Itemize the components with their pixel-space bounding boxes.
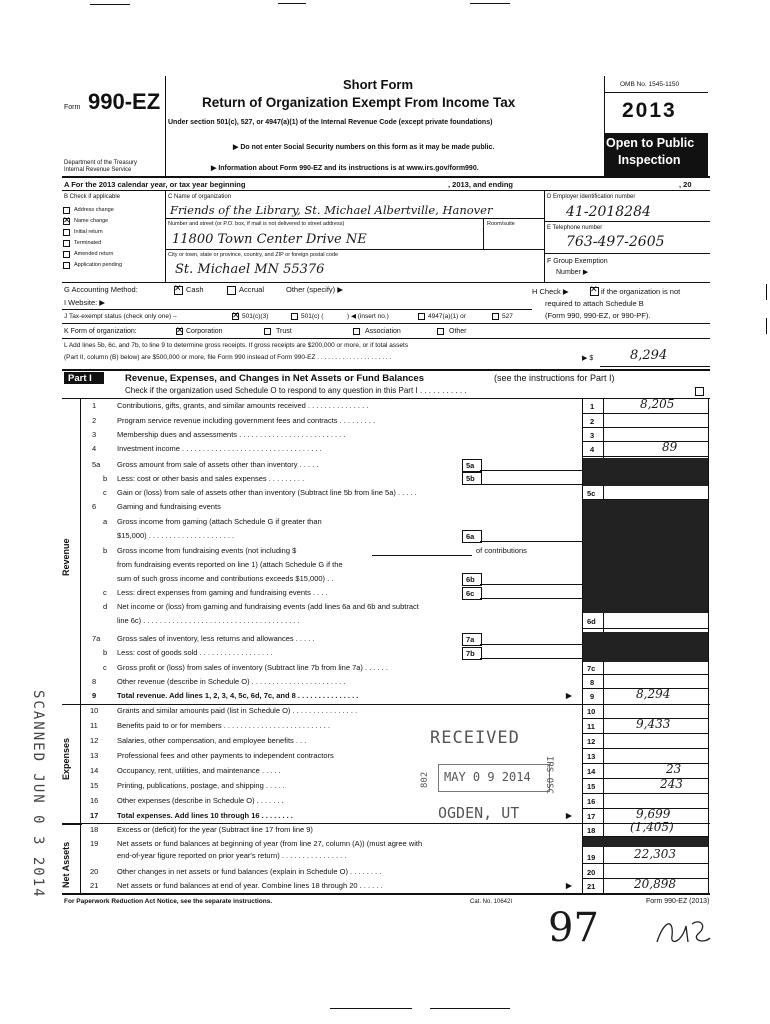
corporation-checkbox[interactable] bbox=[176, 328, 183, 335]
rule-j bbox=[62, 323, 710, 324]
handwritten-page-number: 97 bbox=[548, 905, 599, 951]
side-label-divider bbox=[80, 398, 81, 893]
stamp-code-left: 802 bbox=[420, 771, 430, 788]
group-exemption-number[interactable]: Number ▶ bbox=[556, 269, 589, 276]
street-value[interactable]: 11800 Town Center Drive NE bbox=[172, 232, 367, 247]
status-501c-checkbox[interactable] bbox=[291, 313, 298, 320]
line-21-arrow: ▶ bbox=[566, 881, 572, 890]
website-label: I Website: ▶ bbox=[64, 298, 106, 307]
line-3-box: 3 bbox=[590, 431, 595, 440]
rule-part1-heading bbox=[62, 398, 710, 399]
divider-c-d bbox=[544, 190, 545, 282]
row-rule bbox=[582, 836, 708, 837]
header-divider-left bbox=[165, 76, 166, 176]
line-2-text: Program service revenue including government fees and contracts . . . . . . . . . bbox=[117, 416, 376, 425]
terminated-label: Terminated bbox=[74, 240, 102, 246]
line-8-box: 8 bbox=[590, 678, 595, 687]
rule-c1 bbox=[165, 218, 544, 219]
rule-part1-top bbox=[62, 369, 710, 371]
irs-line: Internal Revenue Service bbox=[64, 167, 132, 173]
telephone-value[interactable]: 763-497-2605 bbox=[566, 234, 665, 250]
inner-rule bbox=[480, 658, 582, 659]
line-4-box: 4 bbox=[590, 445, 595, 454]
line-14-text: Occupancy, rent, utilities, and maintenance . . . . . bbox=[117, 766, 281, 775]
line-15-value[interactable]: 243 bbox=[660, 777, 683, 791]
row-rule bbox=[582, 441, 708, 442]
expenses-netassets-divider bbox=[62, 824, 82, 825]
status-501c-label: 501(c) ( bbox=[301, 313, 324, 320]
tax-exempt-status-label: J Tax-exempt status (check only one) – bbox=[64, 313, 177, 320]
address-change-label: Address change bbox=[74, 207, 114, 213]
line-6d-num: d bbox=[103, 602, 108, 611]
line-5a-box: 5a bbox=[466, 461, 475, 470]
line-13-num: 13 bbox=[90, 751, 99, 760]
line-6b-text1: Gross income from fundraising events (not including $ bbox=[117, 546, 297, 555]
line-12-box: 12 bbox=[587, 737, 596, 746]
line-5b-box: 5b bbox=[466, 474, 475, 483]
application-pending-checkbox[interactable] bbox=[63, 262, 70, 269]
cash-label: Cash bbox=[186, 285, 204, 294]
form-of-org-label: K Form of organization: bbox=[64, 328, 137, 335]
schedule-o-check-line: Check if the organization used Schedule O to respond to any question in this Part I . . . . . . . . . . . bbox=[125, 386, 467, 395]
line-20-num: 20 bbox=[90, 867, 99, 876]
line-7a-box: 7a bbox=[466, 635, 475, 644]
line-6a-box: 6a bbox=[466, 532, 475, 541]
line-2-num: 2 bbox=[92, 416, 97, 425]
catalog-number: Cat. No. 10642I bbox=[470, 899, 513, 905]
line-7a-text: Gross sales of inventory, less returns and allowances . . . . . bbox=[117, 634, 315, 643]
rule-a bbox=[62, 190, 710, 191]
line-6a-num: a bbox=[103, 517, 108, 526]
line-8-num: 8 bbox=[92, 677, 97, 686]
line-17-box: 17 bbox=[587, 812, 596, 821]
shaded-cell-19 bbox=[583, 836, 708, 847]
form-number: 990-EZ bbox=[88, 89, 161, 114]
status-4947-checkbox[interactable] bbox=[418, 313, 425, 320]
line-9-text: Total revenue. Add lines 1, 2, 3, 4, 5c, 6d, 7c, and 8 . . . . . . . . . . . . . . . bbox=[117, 691, 359, 700]
row-rule bbox=[582, 863, 708, 864]
revenue-bottom-rule bbox=[62, 704, 710, 705]
line-5b-text: Less: cost or other basis and sales expenses . . . . . . . . . bbox=[117, 474, 305, 483]
status-501c3-checkbox[interactable] bbox=[232, 313, 239, 320]
line-6b-tail: of contributions bbox=[476, 546, 527, 555]
initial-return-label: Initial return bbox=[74, 229, 103, 235]
line-10-num: 10 bbox=[90, 706, 99, 715]
line-l-text2: (Part II, column (B) below) are $500,000 or more, file Form 990 instead of Form 990-EZ . . . . . . . . . . . . . . . . . . . . . bbox=[64, 354, 392, 361]
row-rule bbox=[582, 499, 708, 500]
scan-artifact-line bbox=[470, 3, 510, 4]
gross-receipts-underline bbox=[600, 366, 710, 367]
accrual-checkbox[interactable] bbox=[227, 286, 236, 295]
line-9-value[interactable]: 8,294 bbox=[636, 687, 671, 701]
city-value[interactable]: St. Michael MN 55376 bbox=[175, 262, 325, 277]
accrual-label: Accrual bbox=[239, 285, 265, 294]
stamp-date: MAY 0 9 2014 bbox=[444, 770, 531, 784]
line-5c-num: c bbox=[103, 488, 107, 497]
line-h-text2: required to attach Schedule B bbox=[545, 299, 644, 308]
open-to-public: Open to Public bbox=[606, 136, 695, 150]
line-7b-text: Less: cost of goods sold . . . . . . . . . . . . . . . . . . bbox=[117, 648, 273, 657]
line-19-text1: Net assets or fund balances at beginning of year (from line 27, column (A)) (must agree with bbox=[117, 839, 423, 848]
line-6c-box: 6c bbox=[466, 589, 475, 598]
name-change-checkbox[interactable] bbox=[63, 218, 70, 225]
expenses-side-label: Expenses bbox=[61, 737, 71, 780]
scan-artifact-line bbox=[330, 1008, 412, 1009]
part1-bottom-rule bbox=[62, 893, 710, 895]
line-6-num: 6 bbox=[92, 502, 97, 511]
row-rule bbox=[582, 763, 708, 764]
corporation-label: Corporation bbox=[186, 328, 223, 335]
line-16-num: 16 bbox=[90, 796, 99, 805]
row-rule bbox=[582, 628, 708, 629]
shaded-cell-6-6c bbox=[583, 499, 708, 613]
shaded-cell-5a-6c bbox=[583, 458, 708, 486]
other-org-label: Other bbox=[449, 328, 467, 335]
line-l-arrow: ▶ $ bbox=[582, 355, 594, 362]
line-2-box: 2 bbox=[590, 417, 595, 426]
line-14-value[interactable]: 23 bbox=[666, 762, 682, 776]
short-form-label: Short Form bbox=[343, 77, 414, 92]
inner-rule bbox=[480, 584, 582, 585]
status-527-checkbox[interactable] bbox=[492, 313, 499, 320]
status-4947-label: 4947(a)(1) or bbox=[428, 313, 466, 320]
scan-artifact-mark bbox=[766, 284, 767, 300]
inner-rule bbox=[480, 470, 582, 471]
line-5a-num: 5a bbox=[92, 460, 101, 469]
line-1-text: Contributions, gifts, grants, and similar amounts received . . . . . . . . . . . . . . . bbox=[117, 401, 369, 410]
line-12-text: Salaries, other compensation, and employee benefits . . . bbox=[117, 736, 307, 745]
row-rule bbox=[582, 748, 708, 749]
line-6d-text2: line 6c) . . . . . . . . . . . . . . . . . . . . . . . . . . . . . . . . . . . . . . bbox=[117, 616, 300, 625]
stamp-code-right: IRS-OSC bbox=[544, 756, 554, 794]
line-6b-box: 6b bbox=[466, 575, 475, 584]
value-col-right bbox=[708, 398, 709, 893]
line-17-arrow: ▶ bbox=[566, 811, 572, 820]
line-7a-num: 7a bbox=[92, 634, 101, 643]
stamp-received: RECEIVED bbox=[430, 728, 520, 748]
line-9-num: 9 bbox=[92, 691, 97, 700]
amended-return-checkbox[interactable] bbox=[63, 251, 70, 258]
line-11-box: 11 bbox=[587, 722, 595, 731]
under-section: Under section 501(c), 527, or 4947(a)(1) of the Internal Revenue Code (except private foundations) bbox=[168, 119, 493, 126]
line-4-value[interactable]: 89 bbox=[662, 440, 678, 454]
line-8-text: Other revenue (describe in Schedule O) . . . . . . . . . . . . . . . . . . . . . . . bbox=[117, 677, 346, 686]
handwritten-initials-scribble bbox=[652, 912, 712, 952]
street-label: Number and street (or P.O. box, if mail is not delivered to street address) bbox=[168, 221, 345, 227]
part1-title-rest: (see the instructions for Part I) bbox=[494, 373, 615, 383]
line-10-box: 10 bbox=[587, 707, 596, 716]
paperwork-notice: For Paperwork Reduction Act Notice, see the separate instructions. bbox=[64, 898, 273, 905]
line-5a-text: Gross amount from sale of assets other than inventory . . . . . bbox=[117, 460, 319, 469]
line-7c-box: 7c bbox=[587, 664, 596, 673]
line-13-text: Professional fees and other payments to independent contractors bbox=[117, 751, 334, 760]
line-18-num: 18 bbox=[90, 825, 99, 834]
line-19-box: 19 bbox=[587, 853, 596, 862]
line-15-box: 15 bbox=[587, 782, 596, 791]
contributions-underline bbox=[372, 555, 472, 556]
ein-value[interactable]: 41-2018284 bbox=[566, 204, 651, 220]
line-4-num: 4 bbox=[92, 444, 97, 453]
line-a-end: , 20 bbox=[679, 180, 692, 189]
line-20-box: 20 bbox=[587, 868, 596, 877]
line-6c-num: c bbox=[103, 588, 107, 597]
stamp-city: OGDEN, UT bbox=[438, 804, 520, 822]
terminated-checkbox[interactable] bbox=[63, 240, 70, 247]
room-divider bbox=[483, 218, 484, 249]
application-pending-label: Application pending bbox=[74, 262, 123, 268]
trust-checkbox[interactable] bbox=[264, 328, 271, 335]
other-org-checkbox[interactable] bbox=[437, 328, 444, 335]
line-21-text: Net assets or fund balances at end of year. Combine lines 18 through 20 . . . . . . bbox=[117, 881, 383, 890]
inner-rule bbox=[480, 598, 582, 599]
line-10-text: Grants and similar amounts paid (list in Schedule O) . . . . . . . . . . . . . . . . bbox=[117, 706, 358, 715]
rule-k bbox=[62, 338, 710, 339]
inner-rule bbox=[480, 484, 582, 485]
row-rule bbox=[582, 674, 708, 675]
status-527-label: 527 bbox=[502, 313, 513, 320]
line-11-num: 11 bbox=[90, 721, 98, 730]
line-9-box: 9 bbox=[590, 692, 595, 701]
schedule-o-checkbox[interactable] bbox=[695, 387, 704, 396]
line-21-value[interactable]: 20,898 bbox=[634, 877, 676, 891]
cash-checkbox[interactable] bbox=[174, 286, 183, 295]
accounting-method-label: G Accounting Method: bbox=[64, 285, 138, 294]
line-19-value[interactable]: 22,303 bbox=[634, 847, 676, 861]
name-change-label: Name change bbox=[74, 218, 109, 224]
line-18-box: 18 bbox=[587, 826, 596, 835]
part1-title: Revenue, Expenses, and Changes in Net Assets or Fund Balances bbox=[125, 373, 424, 384]
line-14-box: 14 bbox=[587, 767, 596, 776]
row-rule bbox=[582, 427, 708, 428]
schedule-b-checkbox[interactable] bbox=[590, 287, 599, 296]
rule-i bbox=[62, 309, 532, 310]
line-9-arrow: ▶ bbox=[566, 691, 572, 700]
line-17-num: 17 bbox=[90, 811, 99, 820]
line-18-text: Excess or (deficit) for the year (Subtract line 17 from line 9) bbox=[117, 825, 313, 834]
line-19-text2: end-of-year figure reported on prior year's return) . . . . . . . . . . . . . . . . bbox=[117, 851, 347, 860]
line-5c-box: 5c bbox=[587, 489, 596, 498]
line-l-text1: L Add lines 5b, 6c, and 7b, to line 9 to determine gross receipts. If gross receipts are $200,000 or more, or if total assets bbox=[64, 342, 409, 349]
row-rule bbox=[582, 793, 708, 794]
line-19-num: 19 bbox=[90, 839, 99, 848]
line-1-box: 1 bbox=[590, 402, 595, 411]
status-501c3-label: 501(c)(3) bbox=[242, 313, 269, 320]
line-a-mid: , 2013, and ending bbox=[448, 180, 514, 189]
inspection: Inspection bbox=[618, 153, 681, 167]
tax-year: 2013 bbox=[622, 99, 677, 122]
row-rule bbox=[582, 733, 708, 734]
status-insert-no-label: ) ◀ (insert no.) bbox=[347, 313, 389, 320]
shaded-cell-7a-7b bbox=[583, 632, 708, 662]
line-h-text1: if the organization is not bbox=[601, 287, 681, 296]
org-name-label: C Name of organization bbox=[168, 194, 232, 200]
line-11-text: Benefits paid to or for members . . . . . . . . . . . . . . . . . . . . . . . . . . bbox=[117, 721, 330, 730]
ein-label: D Employer identification number bbox=[547, 194, 636, 200]
scan-artifact-mark bbox=[766, 318, 767, 334]
omb-number: OMB No. 1545-1150 bbox=[620, 81, 680, 88]
line-7c-text: Gross profit or (loss) from sales of inventory (Subtract line 7b from line 7a) . . . . . . bbox=[117, 663, 388, 672]
line-6b-num: b bbox=[103, 546, 108, 555]
line-a-label: A For the 2013 calendar year, or tax year beginning bbox=[64, 180, 246, 189]
scan-artifact-line bbox=[430, 1008, 510, 1009]
line-6c-text: Less: direct expenses from gaming and fundraising events . . . . bbox=[117, 588, 328, 597]
address-change-checkbox[interactable] bbox=[63, 207, 70, 214]
line-21-box: 21 bbox=[587, 882, 596, 891]
line-15-text: Printing, publications, postage, and shipping . . . . . bbox=[117, 781, 285, 790]
city-label: City or town, state or province, country, and ZIP or foreign postal code bbox=[168, 252, 339, 258]
inner-rule bbox=[480, 541, 582, 542]
line-3-num: 3 bbox=[92, 430, 97, 439]
row-rule bbox=[582, 456, 708, 457]
line-17-text: Total expenses. Add lines 10 through 16 . . . . . . . . bbox=[117, 811, 293, 820]
rule-d1 bbox=[544, 221, 710, 222]
info-notice: ▶ Information about Form 990-EZ and its instructions is at www.irs.gov/form990. bbox=[211, 165, 479, 172]
expenses-bottom-rule bbox=[62, 823, 710, 824]
row-rule bbox=[582, 413, 708, 414]
line-h-text3: (Form 990, 990-EZ, or 990-PF). bbox=[545, 311, 651, 320]
line-7c-num: c bbox=[103, 663, 107, 672]
line-6d-text1: Net income or (loss) from gaming and fundraising events (add lines 6a and 6b and subtract bbox=[117, 602, 419, 611]
association-label: Association bbox=[365, 328, 401, 335]
line-7b-box: 7b bbox=[466, 649, 475, 658]
line-18-value[interactable]: (1,405) bbox=[630, 820, 674, 834]
line-6-text: Gaming and fundraising events bbox=[117, 502, 221, 511]
line-14-num: 14 bbox=[90, 766, 99, 775]
line-11-value[interactable]: 9,433 bbox=[636, 717, 671, 731]
line-4-text: Investment income . . . . . . . . . . . . . . . . . . . . . . . . . . . . . . . . . . bbox=[117, 444, 322, 453]
inner-rule bbox=[480, 644, 582, 645]
group-exemption-label: F Group Exemption bbox=[547, 258, 608, 265]
line-12-num: 12 bbox=[90, 736, 99, 745]
ssn-notice: ▶ Do not enter Social Security numbers on this form as it may be made public. bbox=[233, 144, 495, 151]
association-checkbox[interactable] bbox=[353, 328, 360, 335]
room-suite-label: Room/suite bbox=[487, 221, 515, 227]
rule-c2 bbox=[165, 249, 544, 250]
line-1-num: 1 bbox=[92, 401, 97, 410]
line-13-box: 13 bbox=[587, 752, 596, 761]
divider-b-c bbox=[165, 190, 166, 282]
line-16-text: Other expenses (describe in Schedule O) . . . . . . . bbox=[117, 796, 284, 805]
amended-return-label: Amended return bbox=[74, 251, 114, 257]
section-b-label: B Check if applicable bbox=[64, 194, 121, 200]
header-bottom-rule bbox=[62, 176, 710, 178]
line-5c-text: Gain or (loss) from sale of assets other than inventory (Subtract line 5b from line 5a) . . . . . bbox=[117, 488, 417, 497]
received-stamp bbox=[416, 728, 576, 828]
rule-d2 bbox=[544, 253, 710, 254]
scan-artifact-line bbox=[278, 3, 306, 4]
net-assets-side-label: Net Assets bbox=[61, 841, 71, 888]
line-h-label: H Check ▶ bbox=[532, 287, 569, 296]
initial-return-checkbox[interactable] bbox=[63, 229, 70, 236]
line-17-value[interactable]: 9,699 bbox=[636, 807, 671, 821]
line-15-num: 15 bbox=[90, 781, 99, 790]
form-prefix: Form bbox=[64, 104, 81, 111]
row-rule bbox=[582, 778, 708, 779]
department-line: Department of the Treasury bbox=[64, 160, 138, 166]
line-21-num: 21 bbox=[90, 881, 99, 890]
part1-tag: Part I bbox=[68, 373, 92, 384]
trust-label: Trust bbox=[276, 328, 292, 335]
line-5b-num: b bbox=[103, 474, 108, 483]
form-title: Return of Organization Exempt From Income Tax bbox=[202, 95, 516, 110]
form-footer: Form 990-EZ (2013) bbox=[646, 898, 710, 905]
line-6a-text2: $15,000) . . . . . . . . . . . . . . . . . . . . . bbox=[117, 531, 235, 540]
telephone-label: E Telephone number bbox=[547, 225, 603, 231]
line-6a-text1: Gross income from gaming (attach Schedule G if greater than bbox=[117, 517, 322, 526]
line-6d-box: 6d bbox=[587, 617, 596, 626]
rule-bcd-bottom bbox=[62, 282, 710, 283]
line-6b-text3: sum of such gross income and contributions exceeds $15,000) . . bbox=[117, 574, 334, 583]
line-7b-num: b bbox=[103, 648, 108, 657]
scanned-margin-stamp: SCANNED JUN 0 3 2014 bbox=[30, 690, 46, 899]
line-3-text: Membership dues and assessments . . . . . . . . . . . . . . . . . . . . . . . . . . bbox=[117, 430, 346, 439]
revenue-side-label: Revenue bbox=[61, 538, 71, 576]
gross-receipts-value[interactable]: 8,294 bbox=[630, 348, 668, 363]
org-name-value[interactable]: Friends of the Library, St. Michael Albertville, Hanover bbox=[170, 203, 493, 217]
line-1-value[interactable]: 8,205 bbox=[640, 397, 675, 411]
line-16-box: 16 bbox=[587, 797, 596, 806]
omb-divider bbox=[604, 92, 708, 93]
other-method-label: Other (specify) ▶ bbox=[286, 285, 344, 294]
scan-artifact-line bbox=[90, 4, 130, 5]
line-20-text: Other changes in net assets or fund balances (explain in Schedule O) . . . . . . . . bbox=[117, 867, 382, 876]
line-6b-text2: from fundraising events reported on line 1) (attach Schedule G if the bbox=[117, 560, 343, 569]
